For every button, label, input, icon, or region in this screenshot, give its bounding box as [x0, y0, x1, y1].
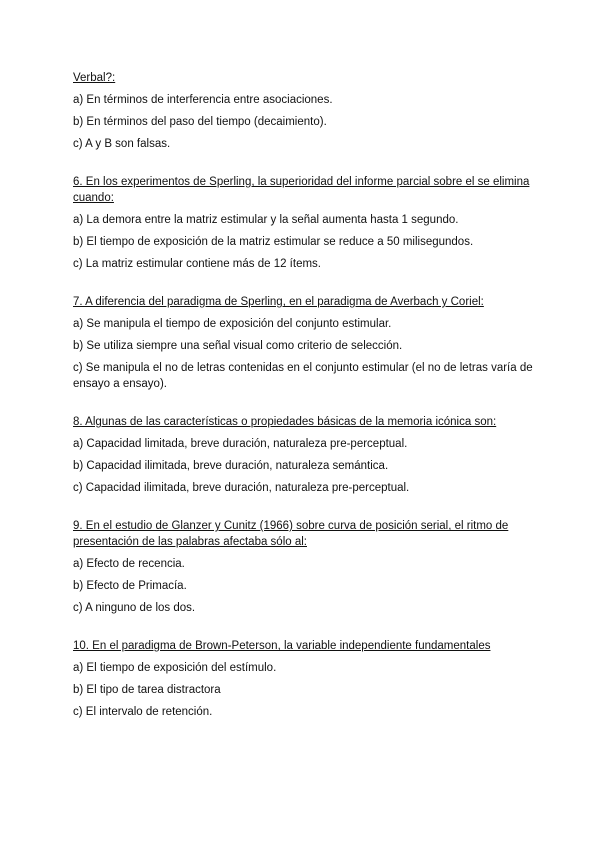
question-block-10 [73, 638, 533, 720]
option-a: a) Efecto de recencia. [73, 558, 185, 570]
option-c: c) La matriz estimular contiene más de 12 ítems. [73, 258, 321, 270]
question-block-7 [73, 294, 533, 392]
option-a: a) El tiempo de exposición del estímulo. [73, 662, 277, 674]
option-a: a) La demora entre la matriz estimular y la señal aumenta hasta 1 segundo. [73, 214, 459, 226]
question-text: 8. Algunas de las características o propiedades básicas de la memoria icónica son: [73, 416, 497, 428]
option-b: b) El tiempo de exposición de la matriz estimular se reduce a 50 milisegundos. [73, 236, 474, 248]
question-text: 6. En los experimentos de Sperling, la superioridad del informe parcial sobre el se elimina cuando: [73, 176, 530, 204]
option-c: c) A y B son falsas. [73, 138, 171, 150]
question-block-8 [73, 414, 533, 496]
question-text: 10. En el paradigma de Brown-Peterson, la variable independiente fundamentales [73, 640, 491, 652]
question-block-5 [73, 70, 533, 152]
option-c: c) Se manipula el no de letras contenidas en el conjunto estimular (el no de letras varía de ensayo a ensayo). [73, 362, 533, 390]
document-content [73, 70, 533, 742]
question-text: 9. En el estudio de Glanzer y Cunitz (1966) sobre curva de posición serial, el ritmo de presentación de las palabras afectaba sólo al: [73, 520, 509, 548]
option-a: a) En términos de interferencia entre asociaciones. [73, 94, 333, 106]
option-c: c) A ninguno de los dos. [73, 602, 196, 614]
option-c: c) Capacidad ilimitada, breve duración, naturaleza pre-perceptual. [73, 482, 410, 494]
option-b: b) Capacidad ilimitada, breve duración, naturaleza semántica. [73, 460, 389, 472]
option-b: b) El tipo de tarea distractora [73, 684, 221, 696]
question-block-9 [73, 518, 533, 616]
question-text: Verbal?: [73, 72, 116, 84]
option-b: b) Se utiliza siempre una señal visual como criterio de selección. [73, 340, 403, 352]
option-b: b) En términos del paso del tiempo (decaimiento). [73, 116, 327, 128]
option-b: b) Efecto de Primacía. [73, 580, 187, 592]
option-a: a) Capacidad limitada, breve duración, naturaleza pre-perceptual. [73, 438, 408, 450]
question-text: 7. A diferencia del paradigma de Sperling, en el paradigma de Averbach y Coriel: [73, 296, 484, 308]
question-block-6 [73, 174, 533, 272]
option-c: c) El intervalo de retención. [73, 706, 213, 718]
option-a: a) Se manipula el tiempo de exposición del conjunto estimular. [73, 318, 392, 330]
